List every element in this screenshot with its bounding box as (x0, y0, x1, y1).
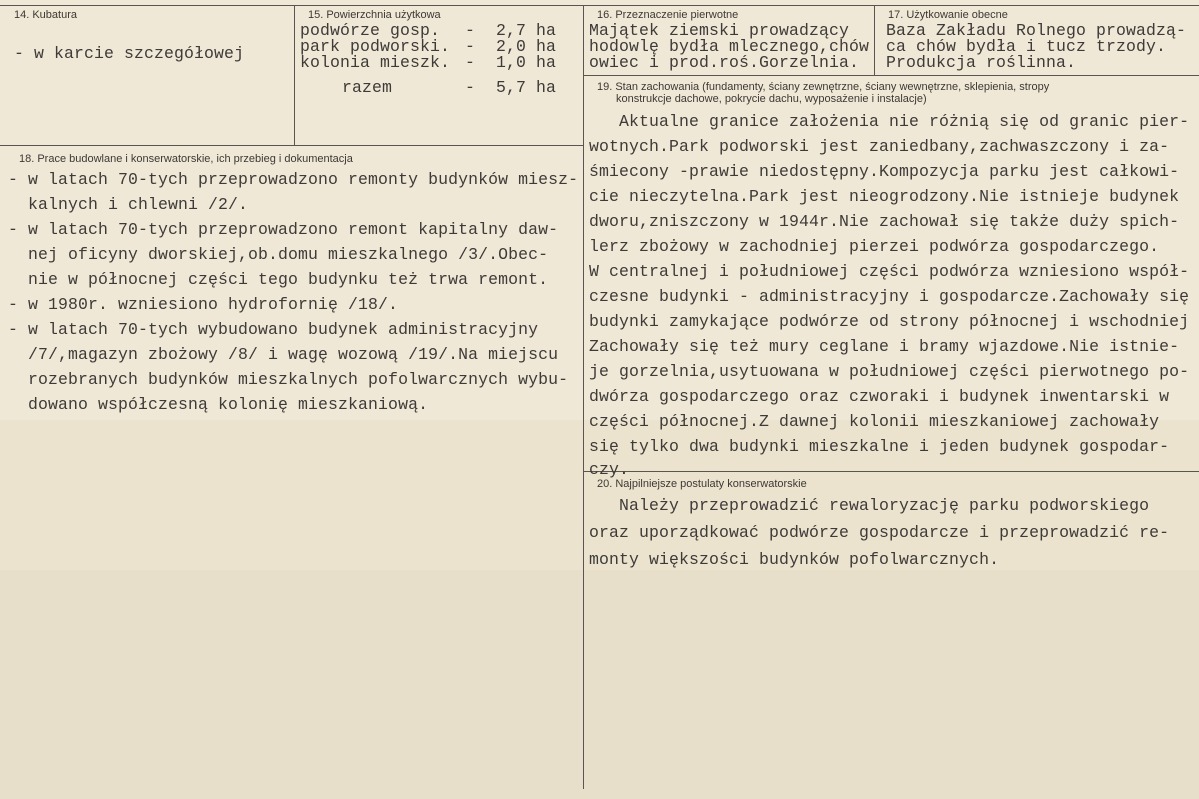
section-18-line: nej oficyny dworskiej,ob.domu mieszkalnego /3/.Obec- (8, 245, 549, 264)
section-17-line: ca chów bydła i tucz trzody. (886, 37, 1167, 56)
section-19-line: Aktualne granice założenia nie różnią się od granic pier- (589, 112, 1190, 131)
top-rule (0, 5, 1199, 6)
area-row-name: podwórze gosp. (300, 21, 441, 40)
area-row-name: kolonia mieszk. (300, 53, 451, 72)
area-total-value: 5,7 ha (496, 78, 557, 97)
area-row-value: 2,0 ha (496, 37, 557, 56)
section-19-line: czesne budynki - administracyjny i gospodarcze.Zachowały się (589, 287, 1190, 306)
section-14-heading: 14. Kubatura (14, 9, 77, 21)
section-18-line: - w latach 70-tych wybudowano budynek administracyjny (8, 320, 539, 339)
section-20-line: monty większości budynków pofolwarcznych. (589, 550, 1000, 569)
divider-16-17 (874, 5, 875, 75)
section-19-line: śmiecony -prawie niedostępny.Kompozycja parku jest całkowi- (589, 162, 1180, 181)
section-15-heading: 15. Powierzchnia użytkowa (308, 9, 441, 21)
section-18-line: - w 1980r. wzniesiono hydrofornię /18/. (8, 295, 399, 314)
section-18-heading: 18. Prace budowlane i konserwatorskie, ich przebieg i dokumentacja (19, 153, 353, 165)
rule-above-18 (0, 145, 583, 146)
section-19-line: czy. (589, 460, 630, 479)
section-17-line: Produkcja roślinna. (886, 53, 1077, 72)
section-19-line: wotnych.Park podworski jest zaniedbany,zachwaszczony i za- (589, 137, 1170, 156)
section-19-line: Zachowały się też mury ceglane i bramy wjazdowe.Nie istnie- (589, 337, 1180, 356)
area-row-dash: - (465, 53, 476, 72)
center-divider (583, 5, 584, 789)
section-19-line: je gorzelnia,usytuowana w południowej części pierwotnego po- (589, 362, 1190, 381)
section-20-heading: 20. Najpilniejsze postulaty konserwatorskie (597, 478, 807, 490)
section-19-line: dworu,zniszczony w 1944r.Nie zachował się także duży spich- (589, 212, 1180, 231)
section-18-line: nie w północnej części tego budynku też trwa remont. (8, 270, 549, 289)
area-row-dash: - (465, 37, 476, 56)
rule-above-19 (584, 75, 1199, 76)
section-16-line: owiec i prod.roś.Gorzelnia. (589, 53, 860, 72)
section-17-heading: 17. Użytkowanie obecne (888, 9, 1008, 21)
section-20-line: Należy przeprowadzić rewaloryzację parku podworskiego (589, 496, 1150, 515)
area-total-name: razem (342, 78, 393, 97)
section-19-line: cie nieczytelna.Park jest nieogrodzony.Nie istnieje budynek (589, 187, 1180, 206)
section-19-line: lerz zbożowy w zachodniej pierzei podwórza gospodarczego. (589, 237, 1160, 256)
rule-above-20 (584, 471, 1199, 472)
section-16-heading: 16. Przeznaczenie pierwotne (597, 9, 739, 21)
section-19-line: budynki zamykające podwórze od strony północnej i wschodniej (589, 312, 1190, 331)
paper-tone-band (0, 570, 1199, 799)
section-18-line: kalnych i chlewni /2/. (8, 195, 249, 214)
area-row-value: 1,0 ha (496, 53, 557, 72)
section-19-line: się tylko dwa budynki mieszkalne i jeden budynek gospodar- (589, 437, 1170, 456)
area-row-dash: - (465, 21, 476, 40)
section-19-heading: 19. Stan zachowania (fundamenty, ściany zewnętrzne, ściany wewnętrzne, sklepienia, stropy (597, 81, 1050, 93)
section-19-line: części północnej.Z dawnej kolonii mieszkaniowej zachowały (589, 412, 1160, 431)
area-total-dash: - (465, 78, 476, 97)
section-19-heading: konstrukcje dachowe, pokrycie dachu, wyposażenie i instalacje) (616, 93, 927, 105)
section-18-line: /7/,magazyn zbożowy /8/ i wagę wozową /19/.Na miejscu (8, 345, 559, 364)
area-row-value: 2,7 ha (496, 21, 557, 40)
section-20-line: oraz uporządkować podwórze gospodarcze i przeprowadzić re- (589, 523, 1170, 542)
section-18-line: rozebranych budynków mieszkalnych pofolwarcznych wybu- (8, 370, 569, 389)
section-17-line: Baza Zakładu Rolnego prowadzą- (886, 21, 1187, 40)
section-19-line: dwórza gospodarczego oraz czworaki i budynek inwentarski w (589, 387, 1170, 406)
section-16-line: hodowlę bydła mlecznego,chów (589, 37, 870, 56)
divider-14-15 (294, 5, 295, 145)
section-18-line: - w latach 70-tych przeprowadzono remonty budynków miesz- (8, 170, 579, 189)
section-19-line: W centralnej i południowej części podwórza wzniesiono współ- (589, 262, 1190, 281)
area-row-name: park podworski. (300, 37, 451, 56)
section-18-line: dowano współczesną kolonię mieszkaniową. (8, 395, 429, 414)
section-14-value: - w karcie szczegółowej (14, 44, 245, 63)
section-18-line: - w latach 70-tych przeprowadzono remont kapitalny daw- (8, 220, 559, 239)
section-16-line: Majątek ziemski prowadzący (589, 21, 850, 40)
